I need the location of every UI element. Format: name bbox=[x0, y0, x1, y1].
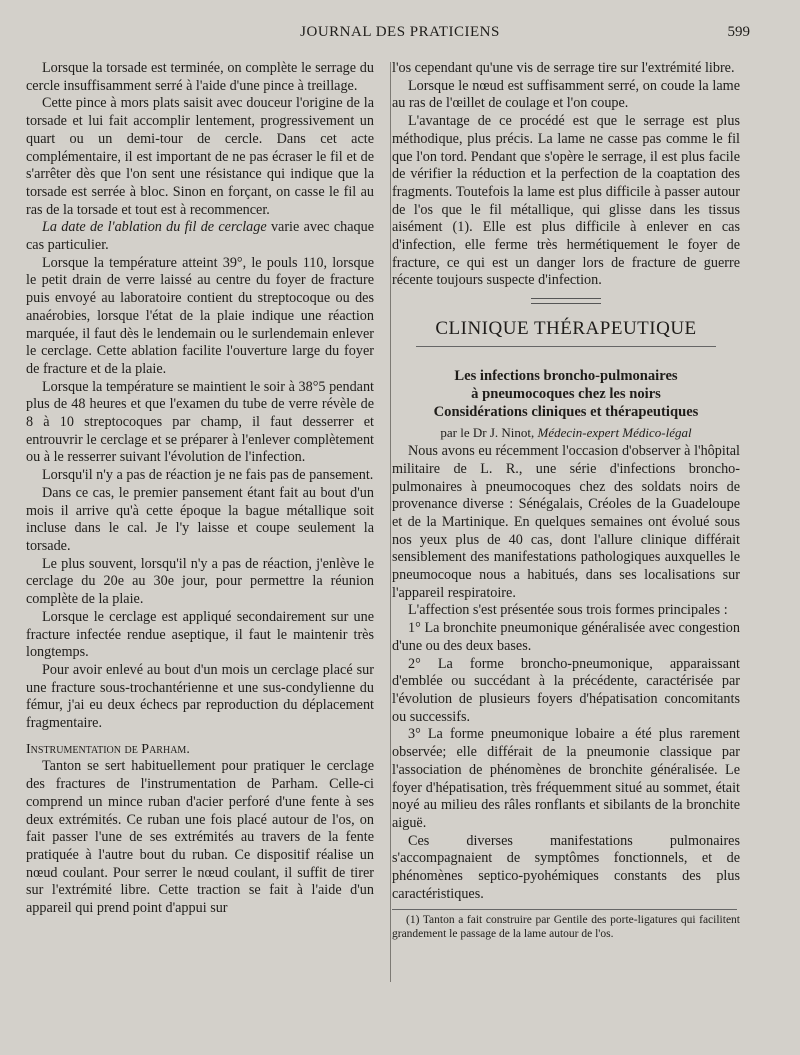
column-divider bbox=[390, 62, 391, 982]
running-header bbox=[0, 24, 800, 46]
right-column bbox=[392, 60, 740, 941]
paragraph: Tanton se sert habituellement pour pratiquer le cerclage des fractures de l'instrumentation de Parham. Celle-ci comprend un mince ruban d'acier perforé d'une fente à ses deux extrémités. Ce ruban une fois placé autour de l'os, on fait passer l'une de ses extrémités au travers de la fente pratiquée à l'autre bout du ruban. Ce dispositif réalise un nœud coulant. Pour serrer le nœud coulant, il suffit de tirer sur l'extrémité libre. Cette traction se fait à l'aide d'un appareil qui prend point d'appui sur bbox=[26, 758, 374, 917]
paragraph: Lorsque la température se maintient le soir à 38°5 pendant plus de 48 heures et que l'examen du tube de verre révèle de 8 à 10 streptocoques par champ, il faut desserrer et entrouvrir le cerclage et se préparer à l'enlever complètement ou à le resserrer suivant l'évolution de l'infection. bbox=[26, 378, 374, 466]
paragraph: Lorsque la torsade est terminée, on complète le serrage du cercle insuffisamment serré à l'aide d'une pince à treillage. bbox=[26, 60, 374, 94]
byline-role: Médecin-expert Médico-légal bbox=[537, 425, 692, 441]
paragraph: Pour avoir enlevé au bout d'un mois un cerclage placé sur une fracture sous-trochantérienne et une sus-condylienne du fémur, j'ai eu deux échecs par reproduction du déplacement fragmentaire. bbox=[26, 661, 374, 732]
paragraph: Cette pince à mors plats saisit avec douceur l'origine de la torsade et lui fait accomplir lentement, progressivement un quart ou un demi-tour de cercle. Dans cet acte complémentaire, il est important de ne pas écraser le fil et de s'arrêter dès que l'on sent une résistance qui indique que la torsade est serrée à bloc. Sinon en forçant, on casse le fil au ras de la torsade et tout est à recommencer. bbox=[26, 95, 374, 218]
page-number: 599 bbox=[727, 24, 750, 40]
paragraph: Lorsqu'il n'y a pas de réaction je ne fais pas de pansement. bbox=[42, 467, 374, 484]
paragraph-text: varie avec chaque cas particulier. bbox=[26, 219, 374, 254]
paragraph: 3° La forme pneumonique lobaire a été plus rarement observée; elle différait de la pneumonie classique par l'association de phénomènes de bronchite généralisée. Le foyer d'hépatisation, très fréquemment situé au sommet, était noyé au milieu des râles ronflants et sibilants de la bronchite aiguë. bbox=[392, 726, 740, 831]
paragraph: Lorsque le nœud est suffisamment serré, on coude la lame au ras de l'œillet de coulage et l'on coupe. bbox=[392, 77, 740, 112]
paragraph: Ces diverses manifestations pulmonaires s'accompagnaient de symptômes fonctionnels, et de phénomènes septico-pyohémiques constants des plus caractéristiques. bbox=[392, 832, 740, 902]
paragraph: L'affection s'est présentée sous trois formes principales : bbox=[408, 602, 728, 619]
paragraph: Dans ce cas, le premier pansement étant fait au bout d'un mois il arrive qu'à cette époque la bague métallique soit incluse dans le cal. Je l'y laisse et coupe seulement la torsade. bbox=[26, 484, 374, 554]
journal-title: JOURNAL DES PRATICIENS bbox=[300, 24, 500, 40]
paragraph bbox=[26, 219, 374, 254]
article-title-line: Les infections broncho-pulmonaires bbox=[454, 368, 678, 385]
article-title-line: Considérations cliniques et thérapeutiques bbox=[433, 404, 699, 421]
paragraph: l'os cependant qu'une vis de serrage tire sur l'extrémité libre. bbox=[392, 60, 735, 76]
paragraph: Lorsque la température atteint 39°, le pouls 110, lorsque le petit drain de verre laissé au centre du foyer de fracture puis envoyé au laboratoire contient du streptocoque ou des anaérobies, lorsque l'état de la plaie indique une réaction marquée, il faut dès le lendemain ou le surlendemain enlever le cerclage. Cette ablation facilite l'ouverture large du foyer de fracture et de la plaie. bbox=[26, 254, 374, 377]
paragraph: 1° La bronchite pneumonique généralisée avec congestion d'une ou des deux bases. bbox=[392, 620, 740, 654]
paragraph: Nous avons eu récemment l'occasion d'observer à l'hôpital militaire de L. R., une série d'infections broncho-pulmonaires à pneumocoques chez des soldats noirs de provenance diverse : Sénégalais, Créoles de la Guadeloupe et de la Martinique. En quelques semaines ont évolué sous nos yeux plus de 40 cas, dont l'allure clinique différait sensiblement des manifestations pathologiques auxquelles le pneumocoque nous a habitués, dans ses localisations sur l'appareil respiratoire. bbox=[392, 443, 740, 601]
subheading: Instrumentation de Parham. bbox=[26, 741, 190, 757]
left-column bbox=[26, 60, 374, 918]
footnote-divider bbox=[392, 909, 737, 910]
article-title-line: à pneumocoques chez les noirs bbox=[471, 386, 661, 403]
footnote: (1) Tanton a fait construire par Gentile des porte-ligatures qui facilitent grandement le passage de la lame autour de l'os. bbox=[392, 914, 740, 941]
paragraph: 2° La forme broncho-pneumonique, apparaissant d'emblée ou succédant à la précédente, caractérisée par l'évolution de plusieurs foyers d'hépatisation concomitants ou successifs. bbox=[392, 655, 740, 725]
byline bbox=[392, 425, 740, 441]
article-title bbox=[392, 367, 740, 421]
section-title: CLINIQUE THÉRAPEUTIQUE bbox=[416, 318, 716, 347]
paragraph: Lorsque le cerclage est appliqué secondairement sur une fracture infectée rendue aseptique, il faut le maintenir très longtemps. bbox=[26, 608, 374, 661]
italic-phrase: La date de l'ablation du fil de cerclage bbox=[42, 219, 267, 236]
paragraph: Le plus souvent, lorsqu'il n'y a pas de réaction, j'enlève le cerclage du 20e au 30e jour, pour permettre la réunion complète de la plaie. bbox=[26, 555, 374, 608]
byline-author: par le Dr J. Ninot, bbox=[440, 425, 538, 441]
paragraph: L'avantage de ce procédé est que le serrage est plus méthodique, plus précis. La lame ne casse pas comme le fil que l'on tord. Pendant que s'opère le serrage, il est plus facile de vérifier la réduction et la perfection de la coaptation des fragments. Toutefois la lame est plus difficile à passer autour de l'os que le fil métallique, qui glisse dans les tissus aisément (1). Elle est plus difficile à enlever en cas d'infection, elle ferme très hermétiquement le foyer de fracture, ce qui est un danger lors de fracture de guerre récente toujours suspecte d'infection. bbox=[392, 113, 740, 289]
section-divider bbox=[531, 298, 601, 304]
